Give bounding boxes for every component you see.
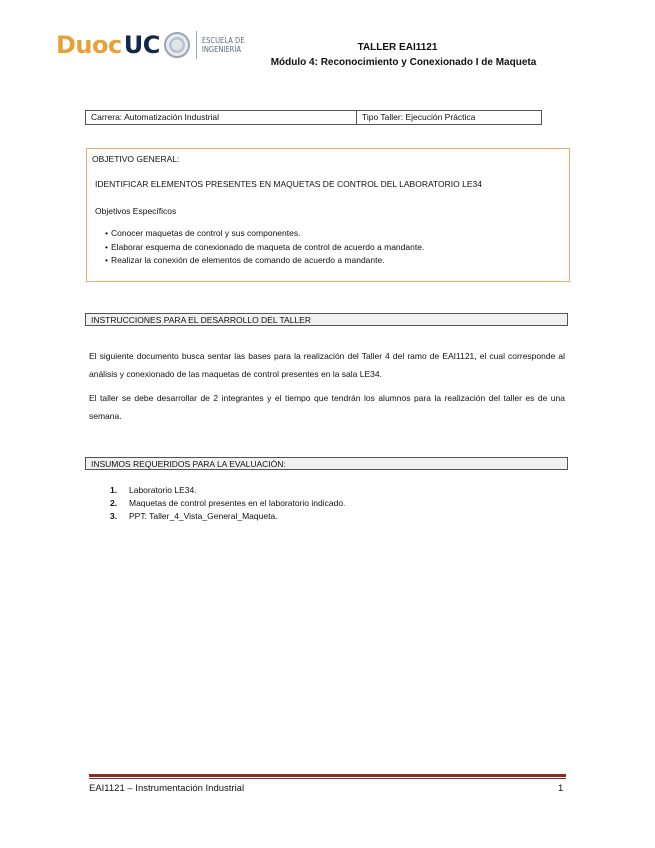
list-item: • Elaborar esquema de conexionado de maqueta de control de acuerdo a mandante. [105,241,424,255]
instructions-paragraph-1: El siguiente documento busca sentar las bases para la realización del Taller 4 del ramo de EAI1121, el cual corresponde al análisis y conexionado de las maquetas de control presentes en la sala LE34. [89,351,565,379]
document-title: TALLER EAI1121 [357,42,438,53]
instructions-paragraph-2: El taller se debe desarrollar de 2 integrantes y el tiempo que tendrán los alumnos para la realización del taller es de una semana. [89,393,565,421]
objectives-box [86,148,570,282]
specific-objectives-label: Objetivos Específicos [95,206,177,216]
list-item [110,510,345,523]
document-header [0,42,655,68]
list-number: 2. [110,498,118,508]
page-number: 1 [558,783,564,794]
logo-school-line1: ESCUELA DE [201,36,245,45]
tipo-taller-cell: Tipo Taller: Ejecución Práctica [362,112,476,122]
list-item: • Realizar la conexión de elementos de comando de acuerdo a mandante. [105,254,424,268]
list-text: PPT: Taller_4_Vista_General_Maqueta. [129,511,278,521]
list-item [110,497,345,510]
list-item: • Conocer maquetas de control y sus componentes. [105,227,424,241]
list-text: Maquetas de control presentes en el laboratorio indicado. [129,498,346,508]
carrera-cell: Carrera: Automatización Industrial [86,111,357,124]
specific-objectives-list [105,227,424,268]
footer-rule [89,774,566,777]
logo-duoc-text: Duoc [56,31,122,59]
list-number: 3. [110,511,118,521]
document-subtitle: Módulo 4: Reconocimiento y Conexionado I de Maqueta [270,57,537,68]
general-objective-label: OBJETIVO GENERAL: [92,154,180,164]
general-objective-text: IDENTIFICAR ELEMENTOS PRESENTES EN MAQUETAS DE CONTROL DEL LABORATORIO LE34 [95,179,482,189]
list-text: Laboratorio LE34. [129,485,197,495]
logo-uc-text: UC [123,31,160,59]
instructions-heading: INSTRUCCIONES PARA EL DESARROLLO DEL TALLER [85,313,568,326]
info-table [85,110,542,125]
logo-school-line2: INGENIERÍA [201,45,241,54]
supplies-heading: INSUMOS REQUERIDOS PARA LA EVALUACIÓN: [85,457,568,470]
list-item [110,484,345,497]
footer-course: EAI1121 – Instrumentación Industrial [89,783,245,794]
footer-rule-thin [89,778,566,779]
list-number: 1. [110,485,118,495]
supplies-list [110,484,345,523]
